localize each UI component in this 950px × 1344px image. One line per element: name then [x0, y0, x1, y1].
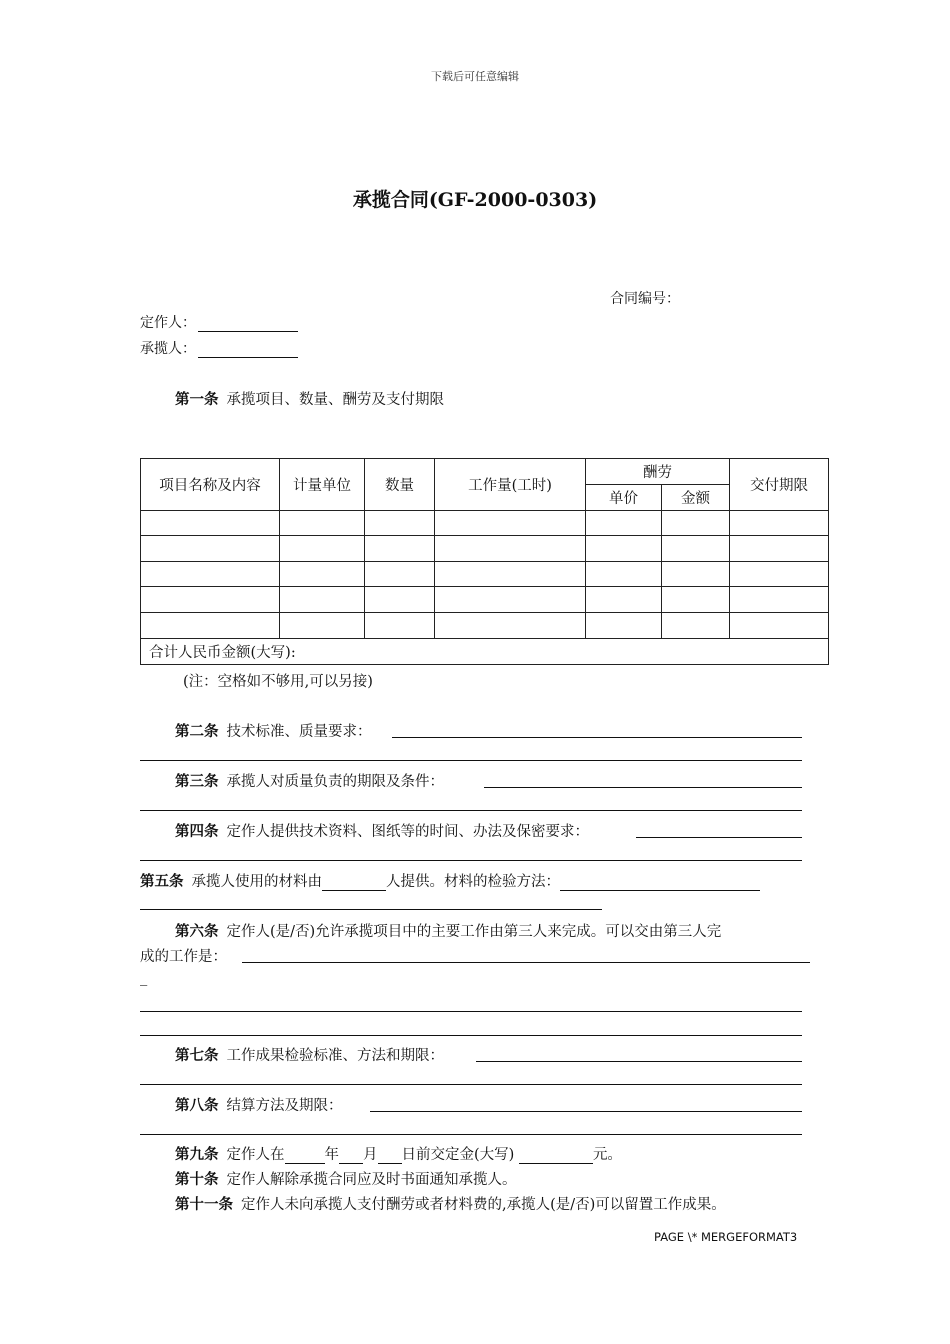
material-provider-blank[interactable] [322, 876, 386, 891]
orderer-label: 定作人： [140, 315, 196, 331]
article-3 [175, 770, 444, 791]
table-row [141, 562, 829, 587]
header-quantity: 数量 [365, 459, 435, 511]
article-3-blank-2[interactable] [140, 810, 802, 811]
article-6-blank-2[interactable] [140, 1011, 802, 1012]
orderer-blank[interactable] [198, 317, 298, 332]
deposit-year-blank[interactable] [285, 1149, 325, 1164]
table-row [141, 511, 829, 536]
article-7-blank-2[interactable] [140, 1084, 802, 1085]
article-6-number: 第六条 [175, 923, 219, 940]
page-title: 承揽合同(GF-2000-0303) [352, 189, 598, 211]
article-5 [140, 870, 760, 891]
orderer-line [140, 312, 298, 332]
article-4-text: 定作人提供技术资料、图纸等的时间、办法及保密要求： [226, 824, 589, 840]
article-1-number: 第一条 [175, 391, 219, 408]
article-6-text-a: 定作人(是/否)允许承揽项目中的主要工作由第三人来完成。可以交由第三人完 [226, 924, 722, 940]
article-9-text-4: 日前交定金(大写) [401, 1147, 519, 1163]
article-8-blank[interactable] [370, 1111, 802, 1112]
table-row [141, 587, 829, 613]
article-9-month: 月 [363, 1147, 378, 1163]
table-note: (注：空格如不够用,可以另接) [183, 674, 373, 690]
article-9-year: 年 [324, 1147, 339, 1163]
inspection-method-blank[interactable] [560, 876, 760, 891]
header-unit: 计量单位 [280, 459, 365, 511]
article-5-text-a: 承揽人使用的材料由 [191, 874, 322, 890]
article-3-number: 第三条 [175, 773, 219, 790]
article-4-number: 第四条 [175, 823, 219, 840]
article-7-text: 工作成果检验标准、方法和期限： [226, 1048, 444, 1064]
page-footer: PAGE \* MERGEFORMAT3 [654, 1230, 798, 1244]
article-8 [175, 1094, 343, 1115]
article-3-text: 承揽人对质量负责的期限及条件： [226, 774, 444, 790]
article-11-text: 定作人未向承揽人支付酬劳或者材料费的,承揽人(是/否)可以留置工作成果。 [241, 1197, 726, 1213]
deposit-month-blank[interactable] [339, 1149, 363, 1164]
article-6 [175, 920, 721, 941]
article-9 [175, 1143, 622, 1164]
article-2-blank-2[interactable] [140, 760, 802, 761]
total-amount-row: 合计人民币金额(大写): [141, 639, 829, 665]
header-item: 项目名称及内容 [141, 459, 280, 511]
article-7 [175, 1044, 444, 1065]
article-8-blank-2[interactable] [140, 1134, 802, 1135]
article-1 [175, 388, 444, 409]
article-2 [175, 720, 372, 741]
article-4 [175, 820, 589, 841]
contractor-line [140, 338, 298, 358]
contract-number-label: 合同编号： [610, 291, 680, 307]
article-11 [175, 1193, 726, 1214]
article-5-text-b: 人提供。材料的检验方法： [386, 874, 560, 890]
header-pay: 酬劳 [586, 459, 730, 485]
header-note: 下载后可任意编辑 [431, 70, 519, 83]
contractor-blank[interactable] [198, 343, 298, 358]
article-11-number: 第十一条 [175, 1196, 233, 1213]
article-10 [175, 1168, 517, 1189]
table-row [141, 536, 829, 562]
article-9-number: 第九条 [175, 1146, 219, 1163]
header-unit-price: 单价 [586, 485, 662, 511]
article-2-blank[interactable] [392, 737, 802, 738]
article-8-text: 结算方法及期限： [226, 1098, 343, 1114]
deposit-amount-blank[interactable] [519, 1149, 593, 1164]
article-6-blank-3[interactable] [140, 1035, 802, 1036]
article-4-blank[interactable] [636, 837, 802, 838]
header-amount: 金额 [662, 485, 730, 511]
header-workload: 工作量(工时) [435, 459, 586, 511]
article-10-number: 第十条 [175, 1171, 219, 1188]
article-2-number: 第二条 [175, 723, 219, 740]
article-5-number: 第五条 [140, 873, 184, 890]
article-6-line-2 [140, 945, 227, 966]
article-8-number: 第八条 [175, 1097, 219, 1114]
article-2-text: 技术标准、质量要求： [226, 724, 372, 740]
article-6-stray-underscore: _ [140, 970, 148, 986]
article-9-text-1: 定作人在 [226, 1147, 285, 1163]
article-6-blank[interactable] [242, 962, 810, 963]
table-row [141, 613, 829, 639]
header-deadline: 交付期限 [730, 459, 829, 511]
article-4-blank-2[interactable] [140, 860, 802, 861]
article-9-text-5: 元。 [592, 1147, 622, 1163]
article-10-text: 定作人解除承揽合同应及时书面通知承揽人。 [226, 1172, 517, 1188]
spec-table [140, 458, 829, 665]
article-1-text: 承揽项目、数量、酬劳及支付期限 [226, 392, 444, 408]
article-6-text-b: 成的工作是： [140, 949, 227, 965]
article-7-blank[interactable] [476, 1061, 802, 1062]
deposit-day-blank[interactable] [378, 1149, 402, 1164]
contractor-label: 承揽人： [140, 341, 196, 357]
article-7-number: 第七条 [175, 1047, 219, 1064]
article-5-blank-2[interactable] [140, 909, 602, 910]
article-3-blank[interactable] [484, 787, 802, 788]
